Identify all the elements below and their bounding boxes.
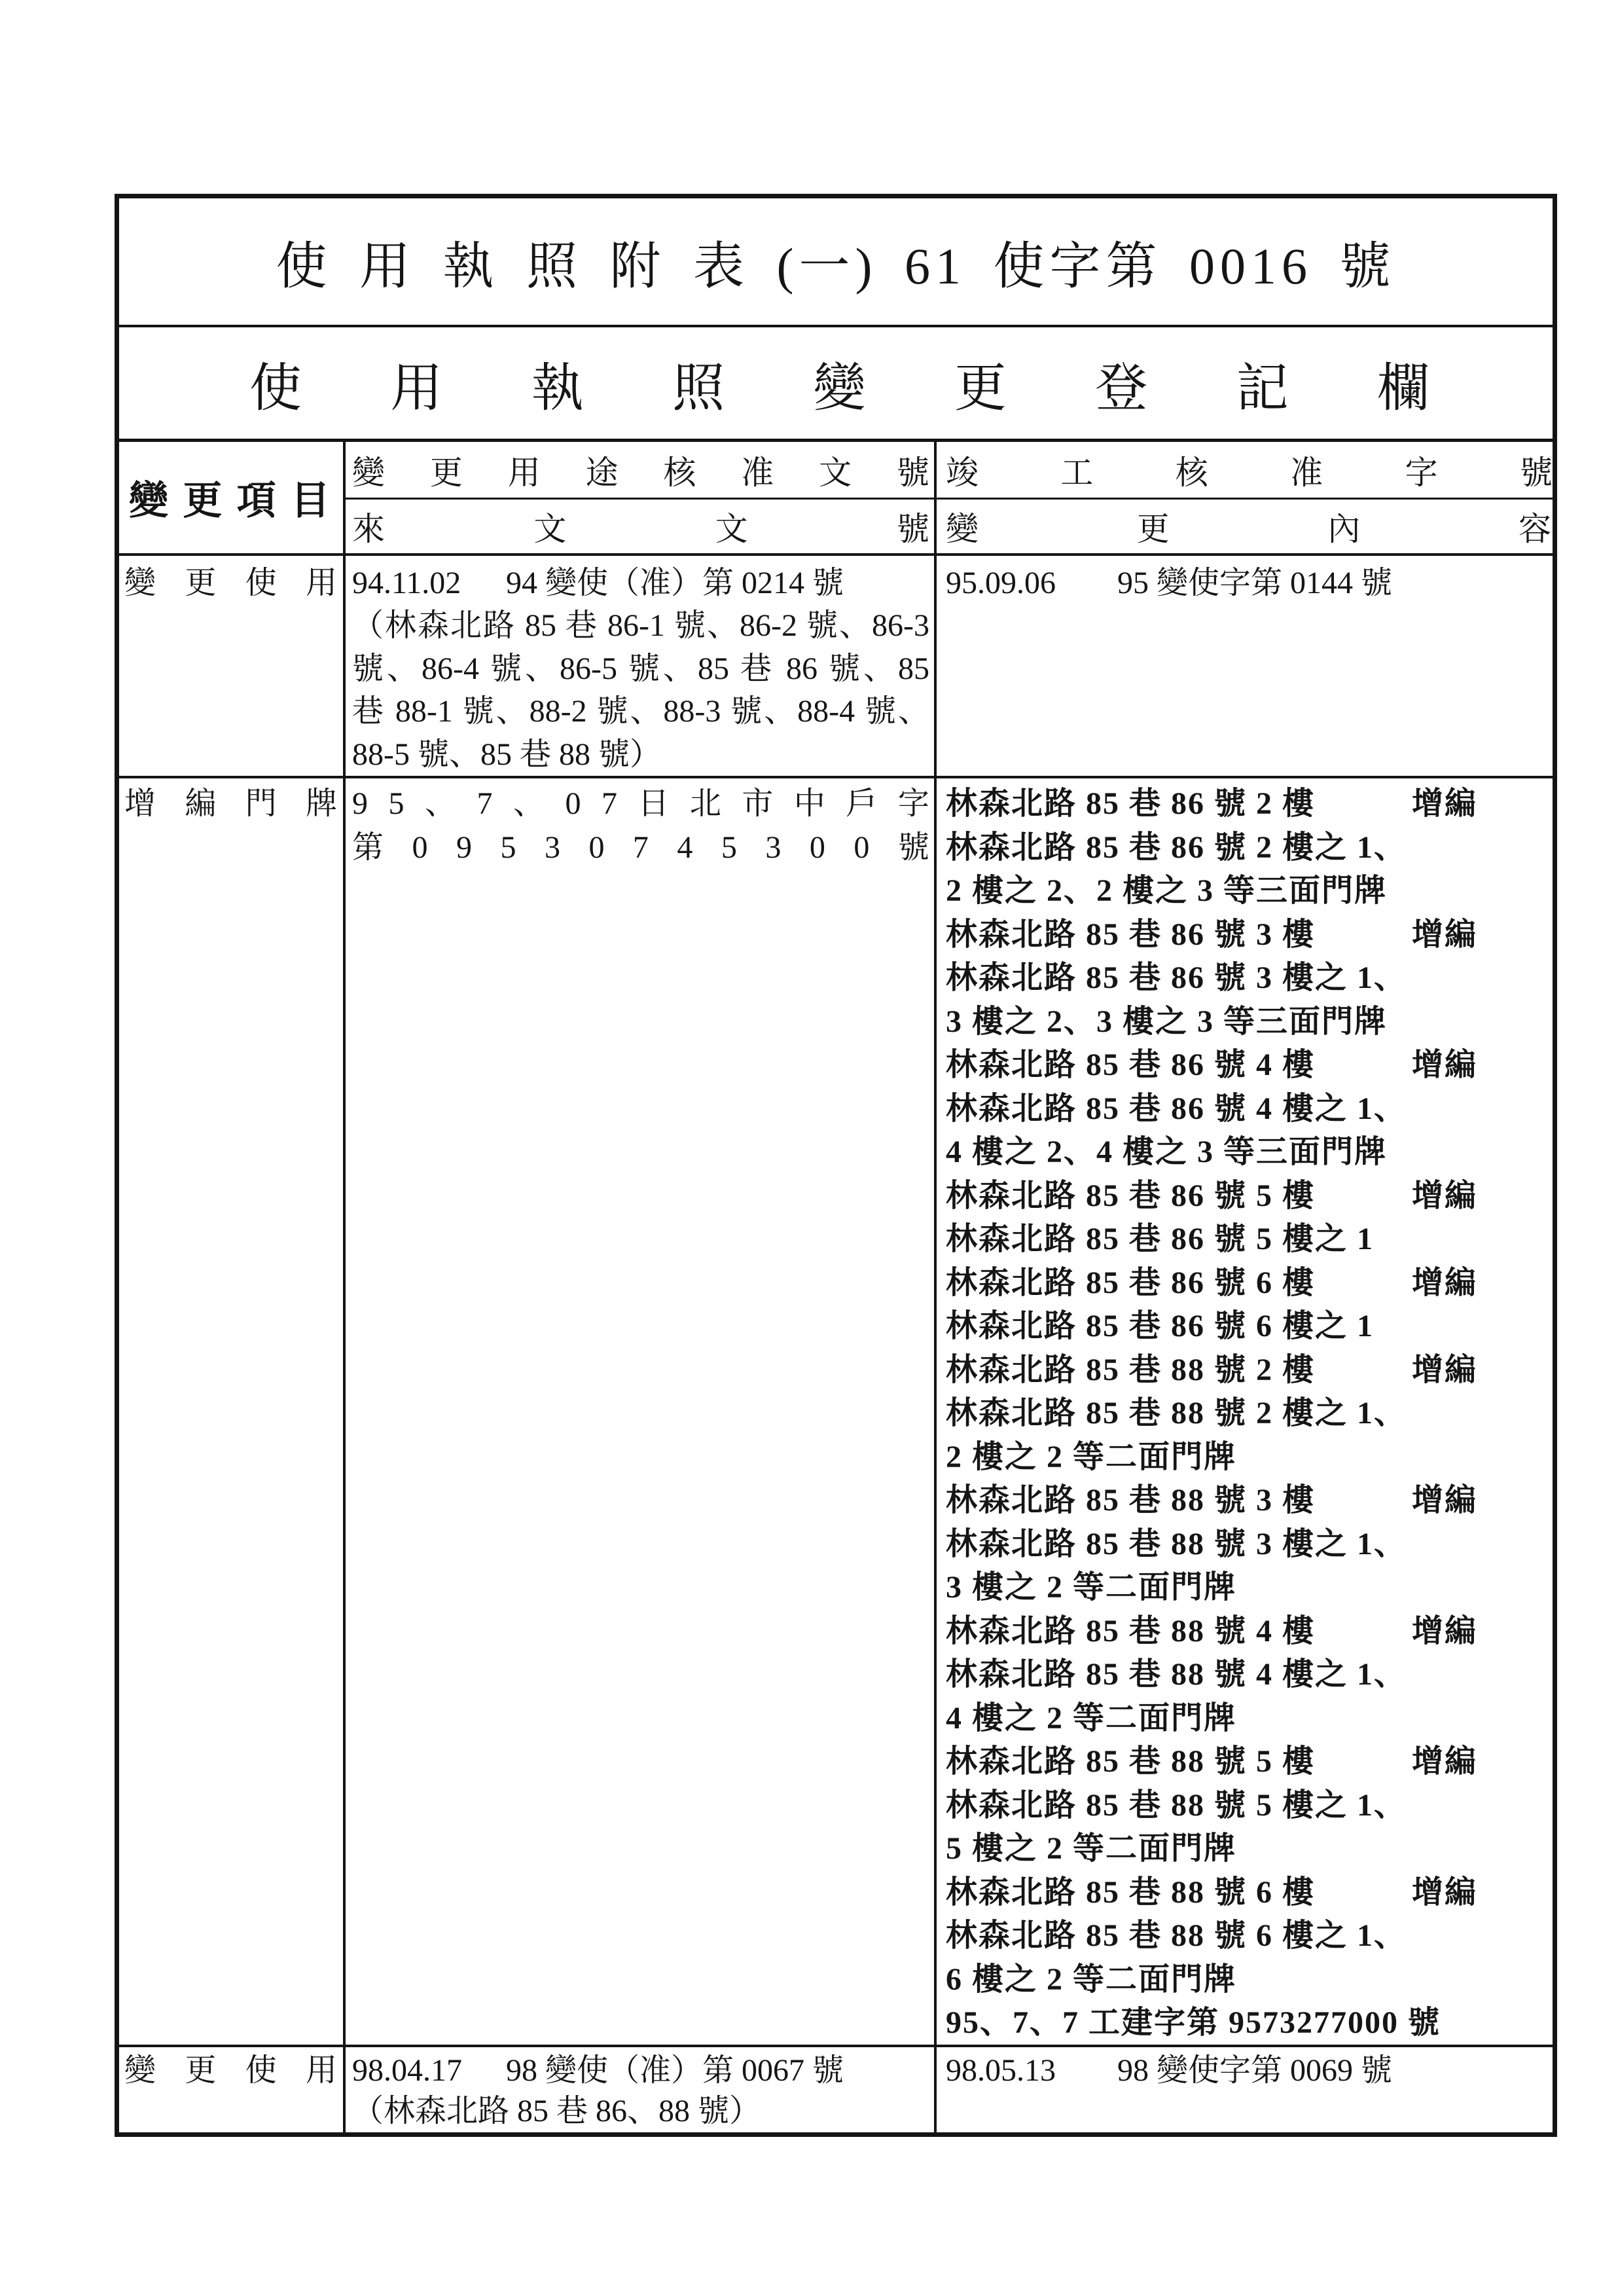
doc-ref: 98 變使（准）第 0067 號 [506,2053,844,2088]
glyph: 執 [531,359,584,418]
content-line-text: 林森北路 85 巷 86 號 3 樓之 1、 [946,960,1407,995]
glyph: 9 [352,786,368,821]
glyph: 途 [585,454,619,491]
glyph: 更 [1136,511,1170,547]
glyph: 變 [124,2053,156,2088]
header-completion-approval-no [937,442,1553,498]
row3-result-cell [937,2047,1553,2132]
glyph: 使 [245,566,277,600]
glyph: 目 [290,479,330,522]
new-number-tag: 增編 [1412,1483,1478,1518]
doc-line [352,2050,929,2091]
content-line [946,1827,1553,1871]
content-line-text: 2 樓之 2 等二面門牌 [946,1439,1237,1474]
glyph: 項 [236,479,276,522]
glyph: 戶 [846,786,878,821]
glyph: 更 [429,454,463,491]
doc-ref: 94 變使（准）第 0214 號 [506,566,844,600]
row-item-label [124,562,337,604]
glyph: 號 [897,829,929,865]
glyph: 文 [819,454,852,491]
doc-line [352,826,929,870]
row2-item-cell [119,778,343,2045]
glyph: 市 [742,786,774,821]
new-number-tag: 增編 [1412,1352,1478,1387]
new-number-tag: 增編 [1412,1613,1478,1649]
content-line [946,1044,1553,1087]
glyph: 使 [249,359,302,418]
content-line-text: 林森北路 85 巷 88 號 4 樓 [946,1613,1316,1649]
glyph: 來 [352,511,385,547]
result-ref: 98 變使字第 0069 號 [1117,2053,1393,2088]
row1-doc-cell [346,556,934,776]
content-line-text: 林森北路 85 巷 86 號 5 樓 [946,1178,1316,1213]
header-change-item-text [129,469,330,526]
content-line [946,1784,1553,1828]
content-line [946,1740,1553,1784]
glyph: 0 [588,829,605,865]
content-line [946,1697,1553,1741]
content-line-text: 林森北路 85 巷 88 號 6 樓之 1、 [946,1918,1407,1953]
glyph: 文 [715,511,748,547]
glyph: 門 [245,786,277,821]
glyph: 字 [1405,454,1438,491]
glyph: 字 [897,786,929,821]
glyph: 5 [388,786,404,821]
content-line-text: 林森北路 85 巷 86 號 4 樓 [946,1048,1316,1082]
doc-date: 98.04.17 [352,2053,462,2088]
content-line [946,1566,1553,1610]
result-ref: 95 變使字第 0144 號 [1117,566,1393,600]
glyph: 日 [638,786,670,821]
glyph: 第 [352,829,384,865]
content-line-text: 林森北路 85 巷 88 號 2 樓之 1、 [946,1396,1407,1430]
content-line-text: 6 樓之 2 等二面門牌 [946,1961,1237,1997]
glyph: 用 [390,359,443,418]
section-title [249,327,1429,439]
content-line-text: 林森北路 85 巷 88 號 3 樓之 1、 [946,1526,1407,1561]
content-line-text: 林森北路 85 巷 86 號 2 樓之 1、 [946,829,1407,865]
header-text [352,503,929,550]
content-line-text: 林森北路 85 巷 88 號 3 樓 [946,1483,1316,1518]
new-number-tag: 增編 [1412,1048,1478,1082]
header-change-item [119,442,343,553]
header-text [946,446,1553,494]
content-line-text: 4 樓之 2 等二面門牌 [946,1700,1237,1736]
content-line [946,913,1553,957]
glyph: 、 [424,786,456,821]
doc-line [352,562,929,604]
content-line-text: 林森北路 85 巷 88 號 5 樓之 1、 [946,1787,1407,1823]
content-line [946,1871,1553,1915]
glyph: 號 [1519,454,1553,491]
content-line [946,2001,1553,2045]
new-number-tag: 增編 [1412,1874,1478,1910]
glyph: 7 [476,786,493,821]
glyph: 5 [721,829,737,865]
doc-line: 88-5 號、85 巷 88 號） [352,737,661,772]
new-number-tag: 增編 [1412,1265,1478,1300]
result-date: 98.05.13 [946,2053,1056,2088]
doc-line: （林森北路 85 巷 86-1 號、86-2 號、86-3 [352,608,929,644]
content-line [946,826,1553,870]
glyph: 號 [896,511,929,547]
content-line [946,1218,1553,1262]
glyph: 變 [352,454,385,491]
content-line-text: 林森北路 85 巷 86 號 6 樓之 1 [946,1309,1375,1343]
glyph: 中 [793,786,825,821]
content-line [946,1131,1553,1175]
content-line-text: 林森北路 85 巷 86 號 5 樓之 1 [946,1222,1375,1256]
content-line [946,1175,1553,1218]
content-line [946,1305,1553,1349]
content-line-text: 林森北路 85 巷 86 號 2 樓 [946,786,1316,821]
glyph: 牌 [305,786,337,821]
glyph: 容 [1518,511,1551,547]
glyph: 使 [245,2053,277,2088]
glyph: 工 [1060,454,1094,491]
glyph: 9 [456,829,472,865]
row3-item-cell [119,2047,343,2132]
result-line [946,2050,1553,2091]
header-text [352,446,929,494]
glyph: 編 [185,786,217,821]
content-line-text: 林森北路 85 巷 86 號 4 樓之 1、 [946,1091,1407,1126]
glyph: 更 [954,359,1007,418]
glyph: 3 [765,829,782,865]
new-number-tag: 增編 [1412,1744,1478,1779]
change-register-table [115,194,1557,2137]
page-title: 使 用 執 照 附 表 (一) 61 使字第 0016 號 [276,237,1396,295]
content-line-text: 林森北路 85 巷 88 號 5 樓 [946,1744,1316,1779]
glyph: 更 [183,479,223,522]
content-line-text: 2 樓之 2、2 樓之 3 等三面門牌 [946,873,1388,908]
glyph: 用 [305,566,337,600]
glyph: 增 [124,786,156,821]
new-number-tag: 增編 [1412,786,1478,821]
glyph: 照 [672,359,725,418]
content-line-text: 林森北路 85 巷 88 號 4 樓之 1、 [946,1657,1407,1692]
content-line-text: 3 樓之 2、3 樓之 3 等三面門牌 [946,1004,1388,1039]
glyph: 記 [1236,359,1289,418]
content-line-text: 95、7、7 工建字第 9573277000 號 [946,2005,1441,2040]
content-line-text: 林森北路 85 巷 86 號 6 樓 [946,1265,1316,1300]
header-text [946,503,1551,550]
glyph: 變 [124,566,156,600]
glyph: 准 [1290,454,1323,491]
glyph: 用 [305,2053,337,2088]
glyph: 文 [533,511,567,547]
glyph: 0 [412,829,428,865]
glyph: 3 [544,829,560,865]
glyph: 更 [185,2053,217,2088]
content-line [946,1262,1553,1305]
new-number-tag: 增編 [1412,917,1478,952]
row-item-label [124,782,337,826]
row1-item-cell [119,556,343,776]
section-title-text [249,346,1429,421]
result-date: 95.09.06 [946,566,1056,600]
content-line [946,1436,1553,1480]
row2-doc-cell [346,778,934,2045]
content-line [946,1653,1553,1697]
glyph: 4 [677,829,693,865]
content-line-text: 4 樓之 2、4 樓之 3 等三面門牌 [946,1135,1388,1169]
content-line [946,782,1553,826]
glyph: 號 [896,454,929,491]
content-line [946,1000,1553,1044]
content-line [946,1479,1553,1523]
glyph: 更 [185,566,217,600]
header-incoming-doc-no [346,500,934,553]
content-line [946,1610,1553,1654]
glyph: 0 [809,829,825,865]
glyph: 核 [663,454,696,491]
glyph: 5 [500,829,516,865]
glyph: 登 [1095,359,1148,418]
glyph: 准 [741,454,774,491]
content-line [946,1958,1553,2002]
glyph: 變 [129,479,168,522]
content-line-text: 3 樓之 2 等二面門牌 [946,1570,1237,1605]
glyph: 、 [512,786,545,821]
glyph: 欄 [1377,359,1429,418]
glyph: 7 [632,829,649,865]
doc-date: 94.11.02 [352,566,461,600]
doc-line: 巷 88-1 號、88-2 號、88-3 號、88-4 號、 [352,694,929,729]
glyph: 7 [601,786,617,821]
glyph: 核 [1175,454,1208,491]
content-line [946,957,1553,1000]
content-line [946,1914,1553,1958]
content-line-text: 林森北路 85 巷 88 號 2 樓 [946,1352,1316,1387]
doc-line: 號、86-4 號、86-5 號、85 巷 86 號、85 [352,651,929,686]
glyph: 竣 [946,454,979,491]
glyph: 北 [689,786,721,821]
header-change-use-approval-no [346,442,934,498]
row1-result-cell [937,556,1553,776]
content-line [946,1349,1553,1393]
glyph: 內 [1327,511,1361,547]
glyph: 0 [854,829,870,865]
glyph: 用 [507,454,541,491]
content-line [946,1392,1553,1436]
new-number-tag: 增編 [1412,1178,1478,1213]
content-line [946,1523,1553,1567]
renumbering-content [937,778,1553,2045]
glyph: 變 [946,511,979,547]
glyph: 變 [813,359,866,418]
header-change-content [937,500,1553,553]
content-line [946,869,1553,913]
doc-line [352,782,929,826]
doc-line: （林森北路 85 巷 86、88 號） [352,2094,761,2128]
content-line-text: 5 樓之 2 等二面門牌 [946,1831,1237,1866]
row3-doc-cell [346,2047,934,2132]
row-item-label [124,2050,337,2091]
content-line-text: 林森北路 85 巷 88 號 6 樓 [946,1874,1316,1910]
glyph: 0 [565,786,581,821]
content-line-text: 林森北路 85 巷 86 號 3 樓 [946,917,1316,952]
result-line [946,562,1553,604]
content-line [946,1087,1553,1131]
